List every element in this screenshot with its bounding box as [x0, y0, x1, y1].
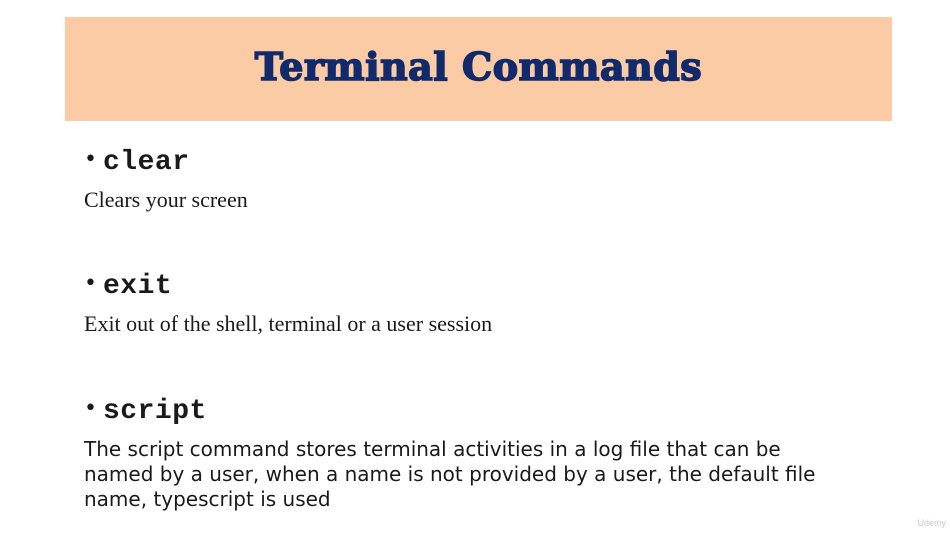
slide-title: Terminal Commands [254, 43, 703, 89]
command-item-script [84, 396, 844, 512]
command-description: Exit out of the shell, terminal or a user session [84, 311, 493, 336]
command-item-exit [84, 271, 824, 336]
bullet-icon: • [84, 396, 97, 421]
command-line [84, 271, 824, 301]
command-name: clear [102, 147, 190, 178]
command-line [84, 396, 844, 426]
command-description: Clears your screen [84, 187, 248, 212]
command-line [84, 147, 824, 177]
bullet-icon: • [84, 147, 97, 172]
command-item-clear [84, 147, 824, 212]
command-description: The script command stores terminal activities in a log file that can be named by a user, when a name is not provided by a user, the default file name, typescript is used [84, 437, 816, 511]
bullet-icon: • [84, 271, 97, 296]
command-name: exit [102, 271, 173, 302]
command-name: script [102, 396, 207, 427]
watermark-logo: Udemy [917, 518, 946, 528]
title-banner [65, 17, 892, 121]
